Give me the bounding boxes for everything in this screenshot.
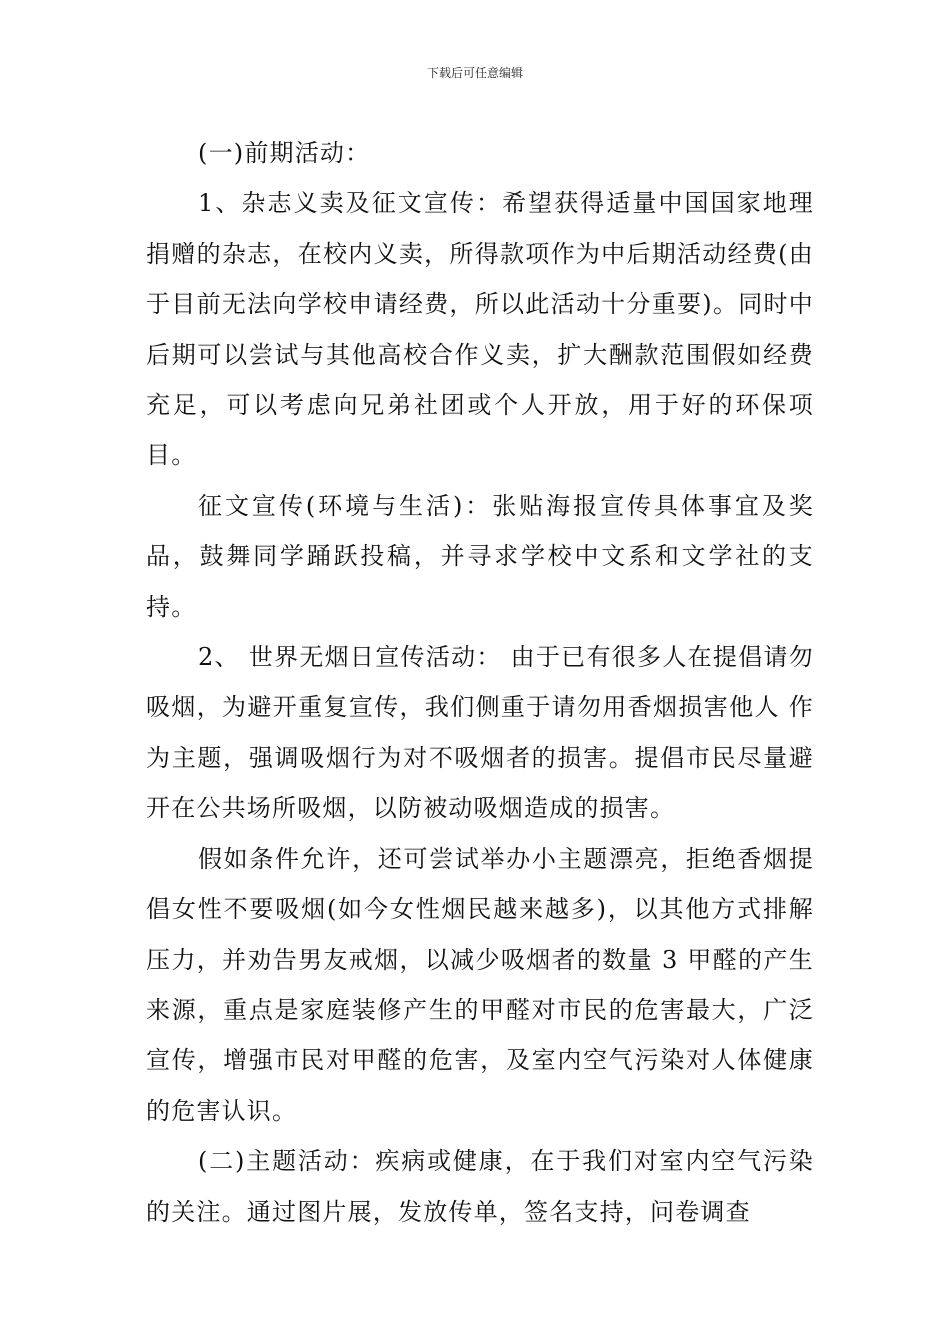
document-body <box>146 128 814 1237</box>
paragraph-magazine-sale: 1、杂志义卖及征文宣传：希望获得适量中国国家地理捐赠的杂志，在校内义卖，所得款项作为中后期活动经费(由于目前无法向学校申请经费，所以此活动十分重要)。同时中后期可以尝试与其他高校合作义卖，扩大酬款范围假如经费充足，可以考虑向兄弟社团或个人开放，用于好的环保项目。 <box>146 189 814 470</box>
paragraph-early-activities-heading: (一)前期活动： <box>198 139 371 167</box>
paragraph-conditions-permitting: 假如条件允许，还可尝试举办小主题漂亮，拒绝香烟提倡女性不要吸烟(如今女性烟民越来越多)，以其他方式排解压力，并劝告男友戒烟，以减少吸烟者的数量 3 甲醛的产生来源，重点是家庭装修产生的甲醛对市民的危害最大，广泛宣传，增强市民对甲醛的危害，及室内空气污染对人体健康的危害认识。 <box>146 844 814 1125</box>
page-header: 下载后可任意编辑 <box>426 66 523 80</box>
paragraph-theme-activities: (二)主题活动：疾病或健康，在于我们对室内空气污染的关注。通过图片展，发放传单，签名支持，问卷调查 <box>146 1147 814 1226</box>
paragraph-essay-promotion: 征文宣传(环境与生活)：张贴海报宣传具体事宜及奖品，鼓舞同学踊跃投稿，并寻求学校中文系和文学社的支持。 <box>146 491 814 621</box>
paragraph-no-tobacco-day: 2、 世界无烟日宣传活动： 由于已有很多人在提倡请勿吸烟，为避开重复宣传，我们侧重于请勿用香烟损害他人 作为主题，强调吸烟行为对不吸烟者的损害。提倡市民尽量避开在公共场所吸烟，以防被动吸烟造成的损害。 <box>146 643 814 823</box>
